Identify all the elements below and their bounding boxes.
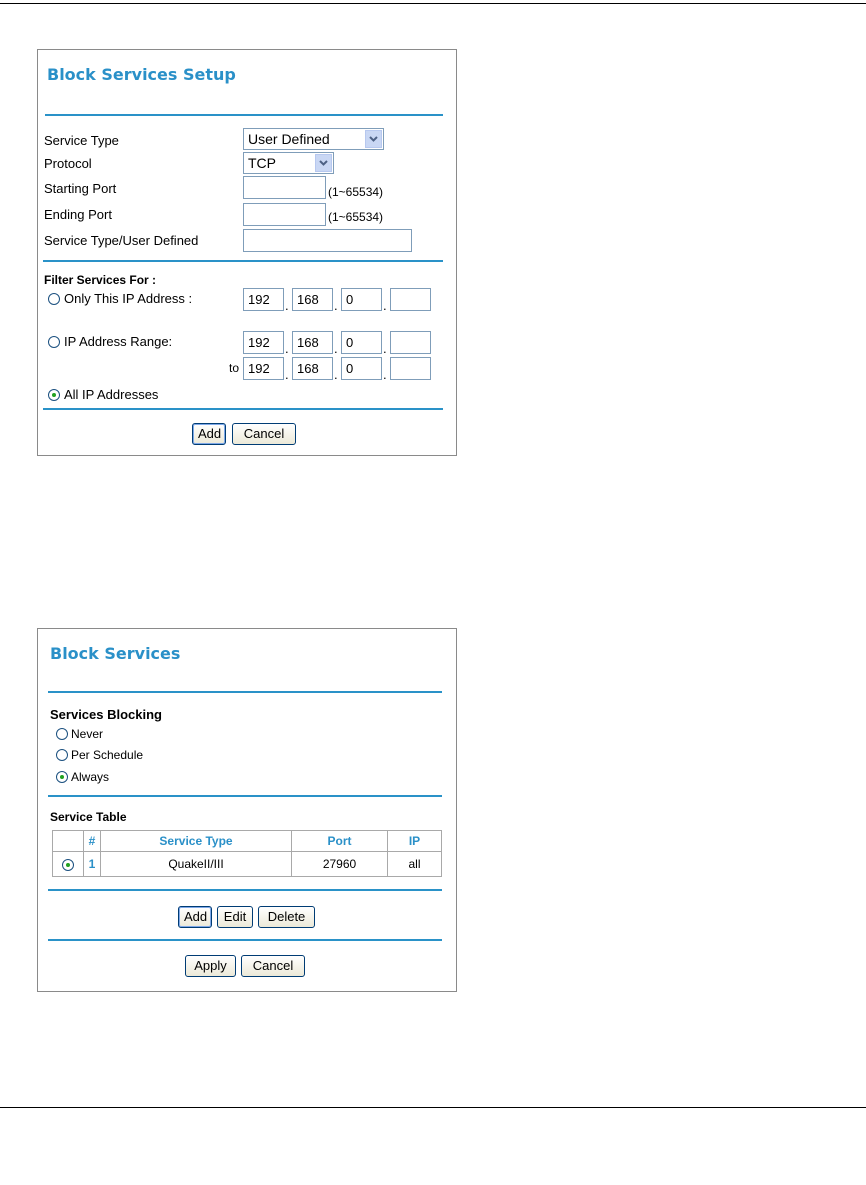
always-radio[interactable] bbox=[56, 771, 68, 783]
protocol-label: Protocol bbox=[44, 156, 92, 171]
apply-button[interactable]: Apply bbox=[185, 955, 236, 977]
range-from-octet-1[interactable]: 192 bbox=[243, 331, 284, 354]
column-header-port: Port bbox=[292, 831, 388, 852]
service-type-label: Service Type bbox=[44, 133, 119, 148]
range-to-octet-2[interactable]: 168 bbox=[292, 357, 333, 380]
section-separator bbox=[43, 260, 443, 262]
delete-button[interactable]: Delete bbox=[258, 906, 315, 928]
ip-range-label: IP Address Range: bbox=[64, 334, 173, 349]
column-header-select bbox=[53, 831, 84, 852]
protocol-value: TCP bbox=[248, 155, 276, 171]
ending-port-label: Ending Port bbox=[44, 207, 112, 222]
filter-label: Filter Services For : bbox=[44, 273, 157, 287]
only-ip-octet-1[interactable]: 192 bbox=[243, 288, 284, 311]
row-select-cell[interactable] bbox=[53, 852, 84, 877]
chevron-down-icon[interactable] bbox=[365, 130, 382, 148]
cancel-button[interactable]: Cancel bbox=[232, 423, 296, 445]
section-separator bbox=[43, 408, 443, 410]
service-table bbox=[52, 830, 442, 877]
service-table-label: Service Table bbox=[50, 810, 127, 824]
section-separator bbox=[48, 889, 442, 891]
block-services-panel bbox=[37, 628, 457, 992]
title-separator bbox=[45, 114, 443, 116]
column-header-number: # bbox=[84, 831, 101, 852]
range-to-octet-3[interactable]: 0 bbox=[341, 357, 382, 380]
range-from-octet-4[interactable] bbox=[390, 331, 431, 354]
only-ip-octet-3[interactable]: 0 bbox=[341, 288, 382, 311]
bottom-rule bbox=[0, 1107, 866, 1108]
section-separator bbox=[48, 939, 442, 941]
add-button[interactable]: Add bbox=[178, 906, 212, 928]
all-ip-radio[interactable] bbox=[48, 389, 60, 401]
services-blocking-label: Services Blocking bbox=[50, 707, 162, 722]
row-select-radio[interactable] bbox=[62, 859, 74, 871]
range-to-octet-4[interactable] bbox=[390, 357, 431, 380]
always-label: Always bbox=[71, 770, 110, 784]
starting-port-field[interactable] bbox=[243, 176, 326, 199]
range-from-octet-3[interactable]: 0 bbox=[341, 331, 382, 354]
edit-button[interactable]: Edit bbox=[217, 906, 253, 928]
range-to-label: to bbox=[229, 361, 240, 375]
starting-port-label: Starting Port bbox=[44, 181, 117, 196]
range-from-octet-2[interactable]: 168 bbox=[292, 331, 333, 354]
chevron-down-icon[interactable] bbox=[315, 154, 332, 172]
table-row[interactable] bbox=[53, 852, 442, 877]
column-header-service-type: Service Type bbox=[101, 831, 292, 852]
ip-range-radio[interactable] bbox=[48, 336, 60, 348]
service-type-value: User Defined bbox=[248, 131, 330, 147]
block-services-setup-panel: Block Services Setup Service Type User Defined Protocol TCP Starting Port (1~65534) Ending Port (1~65534) Service Type/User Defined Filter Services For : Only This IP Address : 192 . 168 . 0 . IP Address Range: 192 . 168 . 0 . to 192 . 168 . 0 . All IP Addresses Add Cancel bbox=[37, 49, 457, 456]
top-rule bbox=[0, 3, 866, 4]
only-ip-octet-4[interactable] bbox=[390, 288, 431, 311]
row-service-type: QuakeII/III bbox=[101, 852, 292, 877]
ending-port-hint: (1~65534) bbox=[328, 210, 384, 224]
all-ip-label: All IP Addresses bbox=[64, 387, 159, 402]
row-number: 1 bbox=[84, 852, 101, 877]
starting-port-hint: (1~65534) bbox=[328, 185, 384, 199]
only-ip-label: Only This IP Address : bbox=[64, 291, 193, 306]
row-port: 27960 bbox=[292, 852, 388, 877]
only-ip-octet-2[interactable]: 168 bbox=[292, 288, 333, 311]
per-schedule-radio[interactable] bbox=[56, 749, 68, 761]
panel-title: Block Services Setup bbox=[47, 65, 236, 84]
section-separator bbox=[48, 795, 442, 797]
service-name-label: Service Type/User Defined bbox=[44, 233, 199, 248]
protocol-select[interactable] bbox=[243, 152, 334, 174]
cancel-button[interactable]: Cancel bbox=[241, 955, 305, 977]
range-to-octet-1[interactable]: 192 bbox=[243, 357, 284, 380]
never-radio[interactable] bbox=[56, 728, 68, 740]
ending-port-field[interactable] bbox=[243, 203, 326, 226]
column-header-ip: IP bbox=[388, 831, 442, 852]
service-type-select[interactable] bbox=[243, 128, 384, 150]
table-header-row bbox=[53, 831, 442, 852]
per-schedule-label: Per Schedule bbox=[71, 748, 144, 762]
service-name-field[interactable] bbox=[243, 229, 412, 252]
row-ip: all bbox=[388, 852, 442, 877]
add-button[interactable]: Add bbox=[192, 423, 226, 445]
panel-title: Block Services bbox=[50, 644, 181, 663]
only-ip-radio[interactable] bbox=[48, 293, 60, 305]
never-label: Never bbox=[71, 727, 104, 741]
title-separator bbox=[48, 691, 442, 693]
